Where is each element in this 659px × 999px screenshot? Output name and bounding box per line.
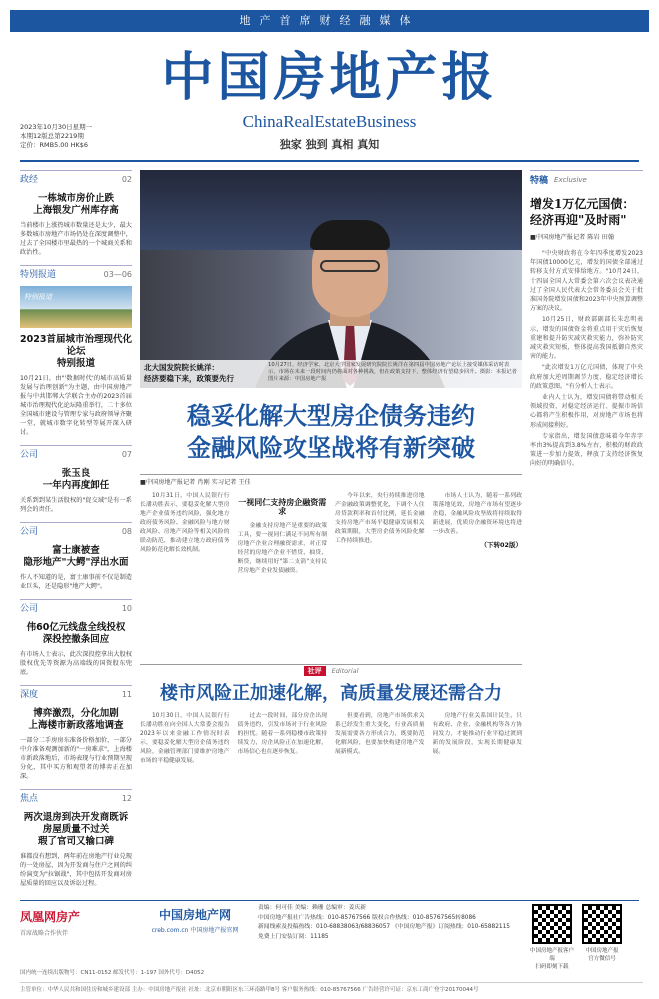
editorial-label-bar [140,664,522,676]
right-feature-column [530,170,643,471]
footer-contact-info [258,904,522,942]
feature-body [530,249,643,469]
partner-logo[interactable] [20,908,132,937]
footer-line: 中国房地产报社广告热线：010-85767566 版权合作热线：010-85767565转8086 [258,914,476,921]
section-summary: 10月21日，由"'数据时代'的城市高质量发展与治理创新"为主题，由中国房地产报与中共邯郸大学联合主办的2023首届城市治理现代化论坛隆重举行，二十多位全国城市建设与管理专家与政府领导齐聚一堂，就城市数字化转型等展开深入研讨。 [20,375,132,436]
feature-paragraph: 专家指出，增发国债意味着今年赤字率由3%提高到3.8%左右，积极的财政政策进一步加力提效，释放了支持经济恢复向好的明确信号。 [530,432,643,468]
article-column [433,712,523,896]
qr-wechat[interactable] [580,904,624,970]
continued-link[interactable]: （下转02版） [480,541,522,549]
index-section-depth[interactable] [20,685,132,781]
editorial-article [140,712,522,896]
article-paragraph: 10月31日，中国人民银行行长潘功胜表示，要稳妥化解大型房地产企业债务违约风险，强化地方政府债务风险、金融风险与地方财政风险、房地产风险等相关风险的联动防范，推动建立地方政府债务风险防范化解长效机制。 [140,493,230,553]
article-column [238,712,328,896]
article-paragraph: 今年以来，央行持续推进房地产金融政策调整优化，下调个人住房贷款利率和首付比例，延长金融支持房地产市场平稳健康发展相关政策期限，大型房企债务风险化解工作持续推进。 [335,493,425,544]
footer-rule [20,900,639,901]
website-badge[interactable] [140,906,250,934]
article-column [140,712,230,896]
article-paragraph: 金融支持房地产是重要的政策工具，要一视同仁满足不同所有制房地产企业合理融资需求，对正常经营的房地产企业不惜贷、抽贷、断贷，继续用好"第二支箭"支持民营房地产企业发债融资。 [237,523,327,574]
section-summary: 作人不知道的是，富士康事前不仅是制造业巨头，还是隐形"地产大鳄"。 [20,574,132,590]
feature-paragraph: 业内人士认为，增发国债将带动相关领域投资，对稳定经济运行、提振市场信心都将产生积极作用，对房地产市场也将形成间接利好。 [530,394,643,429]
section-summary: 当前楼市上涨热城市数量还是太少，最大多数城市房地产市场仍处在深度调整中，过去了全国楼市里最热的一个城商关系和政治性。 [20,222,132,256]
section-page: 03—06 [103,270,132,279]
index-section-company-07[interactable] [20,445,132,514]
index-section-politics[interactable] [20,170,132,257]
section-page: 07 [121,450,132,459]
article-column [335,492,425,652]
feature-paragraph: "中央财政将在今年四季度增发2023年国债10000亿元，增发的国债全部通过转移支付方式安排给地方。"10月24日，十四届全国人大常委会第六次会议表决通过了全国人民代表大会常务委员会关于批准国务院增发国债和2023年中央预算调整方案的决议。 [530,250,643,313]
feature-tag: 特稿 [530,176,549,186]
section-page: 08 [121,527,132,536]
section-title: 富士康被查 隐形地产"大鳄"浮出水面 [23,545,129,568]
article-paragraph: 10月30日，中国人民银行行长潘功胜在向全国人大常委会报告2023年以来金融工作情况时表示，要稳妥化解大型房企债务违约风险，金融管理部门要维护房地产市场的平稳健康发展。 [140,713,230,764]
section-page: 02 [121,175,132,184]
section-label: 焦点 [20,794,39,804]
issue-price: 定价：RMB5.00 HK$6 [20,141,89,149]
masthead-topline [0,0,659,44]
section-title: 一栋城市房价止跌 上海银发广州库存高 [33,193,119,216]
masthead-rule [20,160,639,162]
lead-photo [140,170,522,388]
editorial-tag-en: Editorial [331,666,359,675]
headline-line1: 稳妥化解大型房企债务违约 [187,401,475,430]
section-summary: 一部分二手房房东准备价格加价，一部分中介准备观测加新的"一房难求"，上海楼市新政落地后，市场表现与行业预期呈现分化，其中买方和观望者的博弈正在加深。 [20,737,132,780]
article-paragraph: 房地产行业关系国计民生，只有政府、企业、金融机构等各方协同发力，才能推动行业平稳过渡到新的发展阶段，实现长期健康发展。 [432,713,522,755]
photo-hair [310,220,390,250]
thumbnail-text: 特别报道 [24,293,52,301]
article-subhead: 一视同仁支持房企融资需求 [238,498,327,516]
feature-byline: ■中国房地产报记者 陈岩 田翰 [530,234,615,241]
index-section-company-10[interactable] [20,599,132,677]
footer-line: 免费上门安装订阅：11185 [258,933,329,940]
section-summary: 关系到到某生活股权的"促交域"是有一系列会的责任。 [20,497,132,513]
qr-code-icon [532,904,572,944]
photo-glasses [320,260,380,272]
section-title: 博弈激烈，分化加剧 上海楼市新政落地调查 [28,708,124,731]
section-summary: 有市场人士表示，此次深投控拿出大股权股权优先等资源为高端线的国资股东兜底。 [20,651,132,676]
index-section-company-08[interactable] [20,522,132,591]
lead-byline: ■中国房地产报记者 肖刚 实习记者 王佳 [140,479,251,486]
editorial-tag: 社评 [304,666,326,676]
section-page: 11 [121,690,132,699]
section-title: 伟60亿元线盘全线投权 深投控撤条回应 [26,622,126,645]
slogan: 地产首席财经融媒体 [239,14,420,27]
publication-numbers: 国内统一连续出版物号：CN11-0152 邮发代号：1-197 国外代号：D4052 [20,970,205,976]
lead-byline-bar [140,474,522,488]
website-name: 中国房地产网 [158,908,231,922]
publisher-info: 主管单位：中华人民共和国住房和城乡建设部 主办：中国房地产报社 社址：北京市朝阳区东三环南路甲8号 客户服务热线：010-85767566 广告经营许可证：京东工商广登字20170044号 [20,982,643,992]
issue-number: 本期12版总第2219期 [20,132,84,140]
feature-tag-en: Exclusive [554,175,587,184]
section-label: 公司 [20,604,39,614]
qr-label: 中国房地产报客户端 扫码即刻下载 [530,948,575,970]
section-label: 深度 [20,690,39,700]
photo-pull-caption: 北大国发院院长姚洋： 经济要稳下来，政策要先行 [144,363,234,383]
partner-logo-text: 凤凰网房产 [20,910,81,924]
section-title: 两次退房到决开发商既诉 房屋质量不过关 瑕了官司又输口碑 [23,812,129,847]
feature-headline[interactable]: 增发1万亿元国债： 经济再迎"及时雨" [530,197,635,227]
article-column [335,712,425,896]
article-column [238,492,328,652]
qr-code-icon [582,904,622,944]
newspaper-title-en: ChinaRealEstateBusiness [242,112,417,131]
newspaper-title: 中国房地产报 [161,47,498,108]
lead-article [140,492,522,652]
index-section-special[interactable] [20,265,132,437]
feature-paragraph: "此次增发1万亿元国债，体现了中央政府加大逆周期调节力度、稳定经济增长的政策意图。"有分析人士表示。 [530,364,643,390]
article-paragraph: 市场人士认为，随着一系列政策落地见效，房地产市场有望逐步企稳，金融风险攻坚战将持续取得新进展，优质房企融资环境也将进一步改善。 [432,493,522,535]
qr-label: 中国房地产报 官方微信号 [585,948,619,962]
qr-codes [530,904,643,970]
article-paragraph: 但要看到，房地产市场供求关系已经发生重大变化，行业高质量发展需要各方形成合力，既要防范化解风险，也要加快构建房地产发展新模式。 [335,713,425,755]
editorial-headline[interactable]: 楼市风险正加速化解，高质量发展还需合力 [160,683,502,704]
feature-paragraph: 10月25日，财政部副部长朱忠明表示，增发的国债资金将重点用于灾后恢复重建和提升防灾减灾救灾能力，弥补防灾减灾救灾短板，整体提高我国抵御自然灾害的能力。 [530,316,643,361]
section-title: 2023首届城市治理现代化论坛 特别报道 [20,334,132,369]
issue-date: 2023年10月30日星期一 [20,123,93,131]
article-column [433,492,523,652]
section-label: 公司 [20,450,39,460]
qr-app[interactable] [530,904,574,970]
forum-thumbnail [20,286,132,328]
footer-line: 新闻线索及投稿热线：010-68838063/68836057 《中国房地产报》订阅热线：010-65882115 [258,924,510,930]
footer-line: 责编：何可佳 美编：赖珊 总编审：姜庆新 [258,905,367,911]
motto: 独家 独到 真相 真知 [279,138,380,151]
section-label: 公司 [20,527,39,537]
website-url: creb.com.cn 中国房地产报官网 [151,927,239,934]
partner-logo-sub: 首席战略合作伙伴 [20,930,69,937]
photo-caption: 10月27日，经济学家、北京大学国家发展研究院院长姚洋在第四届中国房地产论坛上接受媒体采访时表示，市场在未来一段时间内仍将面对各种挑战，但在政策支持下，整体经济有望稳步回升。摄影：本报记者 图片来源：中国房地产报 [268,362,517,382]
feature-label-bar [530,170,643,186]
section-title: 张玉良 一年内再度卸任 [42,468,110,491]
section-page: 12 [121,794,132,803]
index-section-focus[interactable] [20,789,132,888]
article-column [140,492,230,652]
left-index-column [20,170,132,888]
lead-headline[interactable] [140,400,522,464]
article-paragraph: 过去一段时间，部分房企出现债务违约，引发市场对于行业风险的担忧。随着一系列稳楼市政策持续发力，房企风险正在加速化解，市场信心也在逐步恢复。 [237,713,327,755]
headline-line2: 金融风险攻坚战将有新突破 [187,433,475,462]
section-label: 政经 [20,175,39,185]
section-label: 特别报道 [20,270,57,280]
section-page: 10 [121,604,132,613]
section-summary: 谁都没有想到，两年前在房地产行业兑现的一处房屋，因为开发商与住户之间的纠纷演变为"拉锯战"，其中包括开发商对房屋质量的回应以及诉讼过程。 [20,853,132,887]
